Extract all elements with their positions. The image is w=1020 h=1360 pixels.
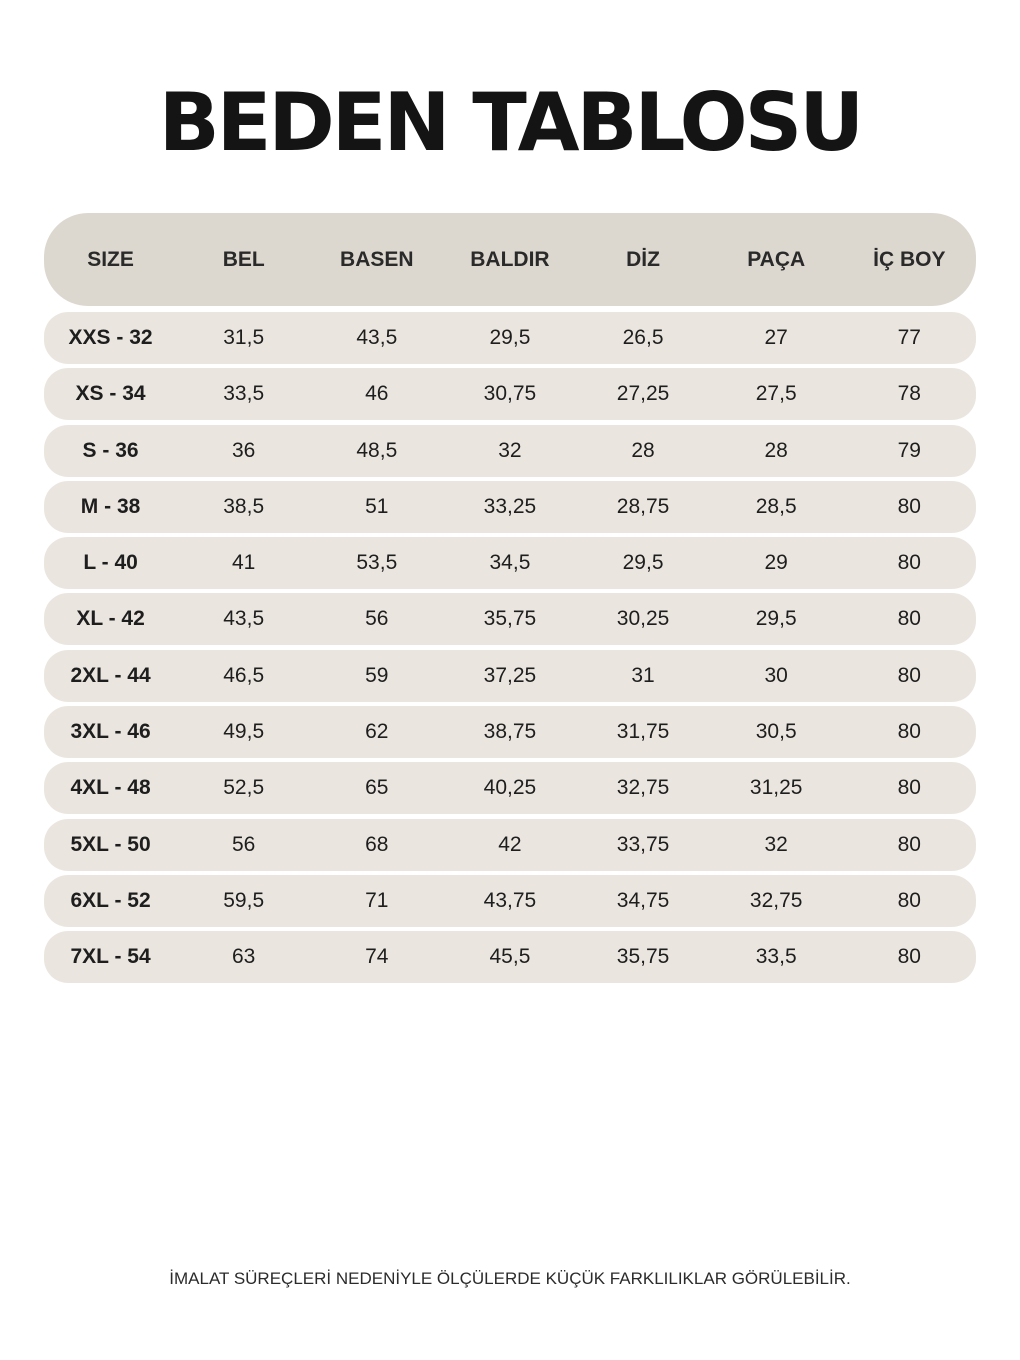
cell-baldir: 33,25 — [483, 494, 537, 518]
header-diz: DİZ — [626, 247, 660, 271]
footer-note: İMALAT SÜREÇLERİ NEDENİYLE ÖLÇÜLERDE KÜÇÜK FARKLILIKLAR GÖRÜLEBİLİR. — [169, 1269, 851, 1288]
cell-baldir: 35,75 — [483, 607, 537, 631]
cell-basen: 74 — [365, 945, 389, 969]
cell-paca: 32,75 — [749, 888, 803, 912]
cell-ic-boy: 77 — [897, 326, 921, 349]
cell-size: 4XL - 48 — [70, 776, 151, 800]
cell-paca: 28 — [764, 438, 788, 462]
table-row — [44, 762, 976, 814]
page-title: BEDEN TABLOSU — [158, 76, 862, 169]
cell-basen: 56 — [365, 607, 389, 631]
cell-ic-boy: 80 — [897, 945, 921, 969]
cell-paca: 29,5 — [755, 607, 797, 631]
table-row — [44, 706, 976, 758]
table-row — [44, 368, 976, 420]
cell-paca: 32 — [764, 832, 788, 856]
cell-baldir: 34,5 — [489, 551, 531, 575]
size-table — [44, 213, 976, 983]
cell-bel: 41 — [232, 551, 256, 575]
cell-size: XS - 34 — [75, 382, 146, 406]
table-row — [44, 537, 976, 589]
cell-baldir: 30,75 — [483, 382, 537, 406]
cell-ic-boy: 80 — [897, 551, 921, 575]
header-basen: BASEN — [340, 247, 414, 271]
cell-baldir: 45,5 — [489, 945, 531, 969]
table-row — [44, 593, 976, 645]
cell-ic-boy: 80 — [897, 720, 921, 744]
cell-ic-boy: 80 — [897, 607, 921, 631]
cell-ic-boy: 80 — [897, 832, 921, 856]
cell-baldir: 38,75 — [483, 720, 537, 744]
cell-bel: 31,5 — [223, 326, 265, 349]
table-row — [44, 819, 976, 871]
table-row — [44, 425, 976, 477]
cell-baldir: 29,5 — [489, 326, 531, 349]
cell-size: XL - 42 — [76, 607, 145, 631]
cell-diz: 26,5 — [622, 326, 664, 349]
cell-basen: 48,5 — [356, 438, 398, 462]
cell-basen: 71 — [365, 888, 389, 912]
cell-paca: 29 — [764, 551, 788, 575]
table-row — [44, 312, 976, 364]
cell-diz: 31,75 — [616, 720, 670, 744]
cell-bel: 63 — [232, 945, 256, 969]
cell-baldir: 42 — [498, 832, 522, 856]
cell-ic-boy: 80 — [897, 776, 921, 800]
cell-basen: 53,5 — [356, 551, 398, 575]
cell-basen: 43,5 — [356, 326, 398, 349]
cell-size: M - 38 — [80, 494, 141, 518]
table-body — [44, 312, 976, 983]
cell-paca: 30,5 — [755, 720, 797, 744]
cell-diz: 27,25 — [616, 382, 670, 406]
table-row — [44, 481, 976, 533]
cell-ic-boy: 78 — [897, 382, 921, 406]
cell-diz: 31 — [631, 663, 655, 687]
header-bel: BEL — [222, 247, 265, 271]
cell-bel: 59,5 — [223, 888, 265, 912]
cell-bel: 46,5 — [223, 663, 265, 687]
cell-basen: 65 — [365, 776, 389, 800]
cell-bel: 36 — [232, 438, 256, 462]
cell-bel: 33,5 — [223, 382, 265, 406]
cell-baldir: 37,25 — [483, 663, 537, 687]
cell-basen: 46 — [365, 382, 389, 406]
cell-diz: 30,25 — [616, 607, 670, 631]
cell-paca: 27 — [764, 326, 788, 349]
cell-paca: 31,25 — [749, 776, 803, 800]
cell-diz: 32,75 — [616, 776, 670, 800]
cell-bel: 49,5 — [223, 720, 265, 744]
cell-basen: 59 — [365, 663, 389, 687]
cell-ic-boy: 80 — [897, 888, 921, 912]
cell-baldir: 40,25 — [483, 776, 537, 800]
cell-bel: 43,5 — [223, 607, 265, 631]
cell-size: 5XL - 50 — [70, 832, 151, 856]
cell-diz: 28,75 — [616, 494, 670, 518]
table-row — [44, 650, 976, 702]
cell-diz: 33,75 — [616, 832, 670, 856]
cell-size: S - 36 — [82, 438, 139, 462]
cell-paca: 30 — [764, 663, 788, 687]
table-row — [44, 875, 976, 927]
header-ic-boy: İÇ BOY — [873, 247, 946, 271]
cell-diz: 29,5 — [622, 551, 664, 575]
cell-paca: 33,5 — [755, 945, 797, 969]
cell-diz: 28 — [631, 438, 655, 462]
cell-bel: 56 — [232, 832, 256, 856]
header-size: SIZE — [87, 247, 134, 271]
cell-basen: 68 — [365, 832, 389, 856]
cell-diz: 35,75 — [616, 945, 670, 969]
cell-baldir: 43,75 — [483, 888, 537, 912]
cell-size: XXS - 32 — [68, 326, 153, 349]
cell-baldir: 32 — [498, 438, 522, 462]
cell-basen: 51 — [365, 494, 389, 518]
cell-paca: 28,5 — [755, 494, 797, 518]
header-paca: PAÇA — [747, 247, 806, 271]
table-header — [44, 213, 976, 306]
cell-ic-boy: 80 — [897, 494, 921, 518]
cell-paca: 27,5 — [755, 382, 797, 406]
cell-ic-boy: 80 — [897, 663, 921, 687]
cell-diz: 34,75 — [616, 888, 670, 912]
cell-size: 7XL - 54 — [70, 945, 151, 969]
cell-bel: 38,5 — [223, 494, 265, 518]
cell-size: 3XL - 46 — [70, 720, 151, 744]
cell-size: 2XL - 44 — [70, 663, 151, 687]
table-row — [44, 931, 976, 983]
cell-size: L - 40 — [83, 551, 138, 575]
cell-ic-boy: 79 — [897, 438, 921, 462]
cell-bel: 52,5 — [223, 776, 265, 800]
header-baldir: BALDIR — [470, 247, 550, 271]
cell-size: 6XL - 52 — [70, 888, 151, 912]
cell-basen: 62 — [365, 720, 389, 744]
